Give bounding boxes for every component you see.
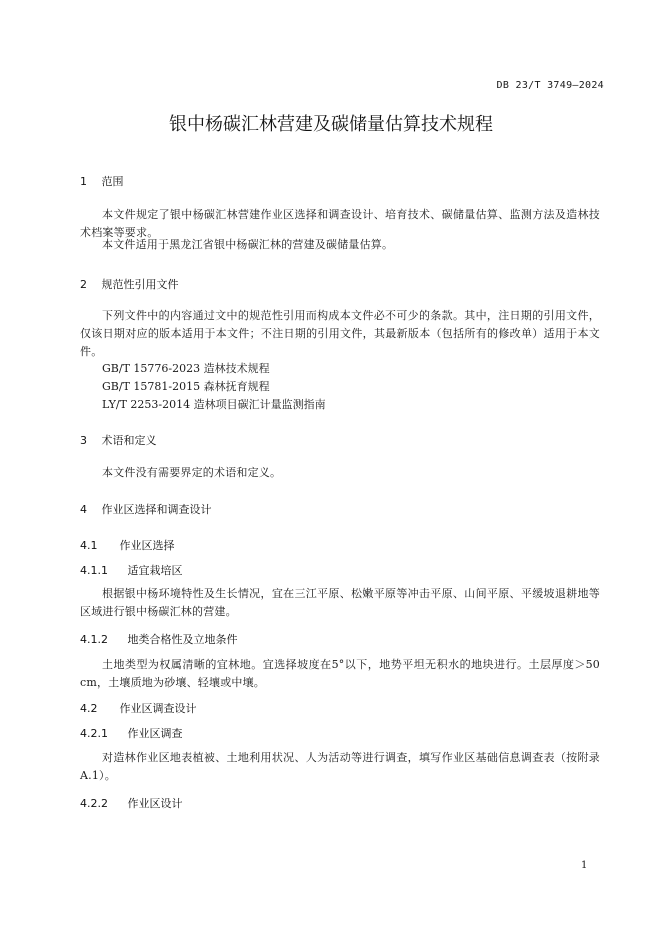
paragraph: 下列文件中的内容通过文中的规范性引用而构成本文件必不可少的条款。其中，注日期的引用文件，仅该日期对应的版本适用于本文件；不注日期的引用文件，其最新版本（包括所有的修改单）适用于本文件。 xyxy=(80,309,600,358)
paragraph: 本文件规定了银中杨碳汇林营建作业区选择和调查设计、培育技术、碳储量估算、监测方法及造林技术档案等要求。 xyxy=(80,208,600,239)
reference-item: GB/T 15781-2015 森林抚育规程 xyxy=(102,380,270,393)
section-title: 范围 xyxy=(101,175,124,188)
section-4-heading xyxy=(80,501,212,517)
section-number: 4.1.1 xyxy=(80,564,108,577)
paragraph: 土地类型为权属清晰的宜林地。宜选择坡度在5°以下，地势平坦无积水的地块进行。土层厚度＞50 cm，土壤质地为砂壤、轻壤或中壤。 xyxy=(80,658,600,689)
document-code: DB 23/T 3749—2024 xyxy=(496,80,604,91)
paragraph: 本文件适用于黑龙江省银中杨碳汇林的营建及碳储量估算。 xyxy=(102,238,394,251)
section-number: 2 xyxy=(80,278,87,291)
section-number: 4.2.2 xyxy=(80,797,108,810)
section-title: 术语和定义 xyxy=(101,434,157,447)
paragraph: 对造林作业区地表植被、土地利用状况、人为活动等进行调查，填写作业区基础信息调查表（按附录A.1）。 xyxy=(80,751,600,782)
section-4-1-2-heading xyxy=(80,631,238,647)
paragraph: 根据银中杨环境特性及生长情况，宜在三江平原、松嫩平原等冲击平原、山间平原、平缓坡退耕地等区域进行银中杨碳汇林的营建。 xyxy=(80,587,600,618)
section-title: 适宜栽培区 xyxy=(127,564,183,577)
section-number: 4.2 xyxy=(80,702,98,715)
section-4-2-1-heading xyxy=(80,725,183,741)
section-4-1-1-heading xyxy=(80,562,183,578)
section-4-2-2-heading xyxy=(80,795,183,811)
section-title: 作业区调查 xyxy=(127,727,183,740)
section-1-heading xyxy=(80,173,124,189)
section-title: 作业区选择和调查设计 xyxy=(101,503,212,516)
document-title: 银中杨碳汇林营建及碳储量估算技术规程 xyxy=(169,114,493,135)
section-2-heading xyxy=(80,276,179,292)
section-title: 地类合格性及立地条件 xyxy=(127,633,238,646)
page-number: 1 xyxy=(581,860,588,871)
section-4-2-heading xyxy=(80,700,197,716)
reference-item: LY/T 2253-2014 造林项目碳汇计量监测指南 xyxy=(102,398,326,411)
section-title: 作业区调查设计 xyxy=(119,702,197,715)
section-4-1-heading xyxy=(80,537,175,553)
paragraph: 本文件没有需要界定的术语和定义。 xyxy=(102,466,282,479)
section-title: 作业区设计 xyxy=(127,797,183,810)
section-number: 4.1 xyxy=(80,539,98,552)
section-title: 作业区选择 xyxy=(119,539,175,552)
section-number: 4.2.1 xyxy=(80,727,108,740)
reference-item: GB/T 15776-2023 造林技术规程 xyxy=(102,362,270,375)
section-number: 3 xyxy=(80,434,87,447)
section-3-heading xyxy=(80,432,157,448)
section-number: 4.1.2 xyxy=(80,633,108,646)
section-title: 规范性引用文件 xyxy=(101,278,179,291)
section-number: 4 xyxy=(80,503,87,516)
section-number: 1 xyxy=(80,175,87,188)
